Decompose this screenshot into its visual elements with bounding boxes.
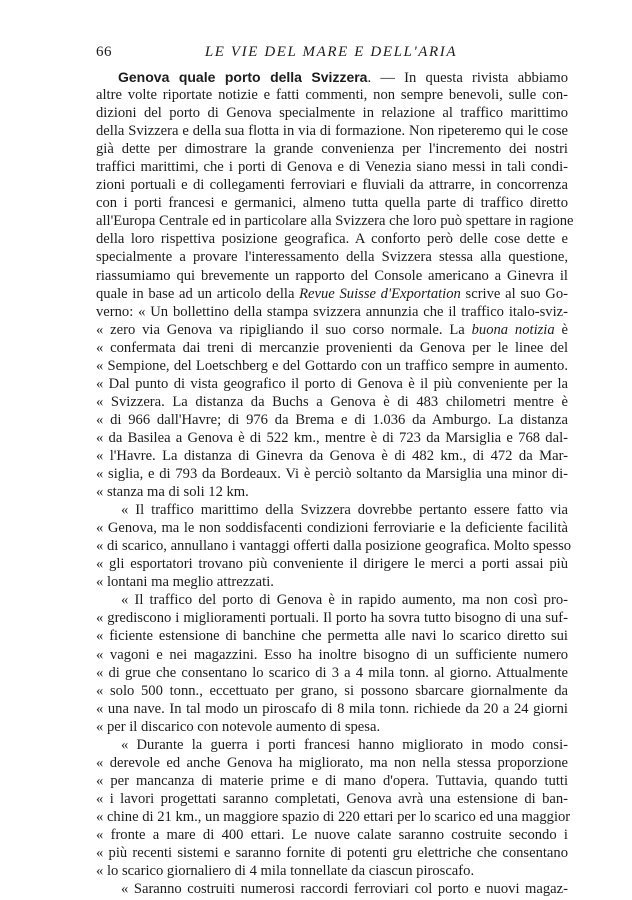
text-line (96, 808, 571, 826)
text-line (96, 718, 568, 736)
text-segment: riassumiamo qui brevemente un rapporto del Console americano a Ginevra il (96, 267, 568, 284)
text-segment: specialmente a provare l'interessamento della Svizzera stessa alla questione, (96, 249, 568, 266)
text-segment: « Svizzera. La distanza da Buchs a Genova è di 483 chilometri mentre è (96, 393, 568, 410)
text-line (96, 321, 568, 339)
text-segment: « Saranno costruiti numerosi raccordi ferroviari col porto e nuovi magaz- (121, 881, 568, 898)
text-line (96, 772, 568, 790)
text-line (96, 357, 568, 375)
text-segment: « grediscono i miglioramenti portuali. Il porto ha sovra tutto bisogno di una suf- (96, 610, 568, 627)
text-line (96, 104, 568, 122)
text-line (96, 573, 568, 591)
text-line (96, 248, 568, 266)
text-segment: « vagoni e nei magazzini. Esso ha inoltre bisogno di un sufficiente numero (96, 646, 568, 663)
text-line (96, 826, 568, 844)
text-segment: « per mancanza di materie prime e di mano d'opera. Tuttavia, quando tutti (96, 772, 568, 789)
text-segment: « solo 500 tonn., eccettuato per grano, si possono sbarcare giornalmente da (96, 682, 568, 699)
text-segment: della loro rispettiva posizione geografica. A conforto però delle cose dette e (96, 231, 568, 248)
text-segment: « i lavori progettati saranno completati, Genova avrà una estensione di ban- (96, 790, 568, 807)
text-line (96, 609, 568, 627)
text-line (96, 411, 568, 429)
text-segment: « più recenti sistemi e saranno fornite di potenti gru elettriche che consentano (96, 845, 568, 862)
text-line (96, 754, 568, 772)
text-line (96, 862, 568, 880)
text-line (96, 519, 568, 537)
text-line (96, 194, 568, 212)
text-line (96, 86, 568, 104)
article-title: Genova quale porto della Svizzera (118, 69, 368, 85)
text-line (96, 285, 568, 303)
text-line (96, 68, 568, 86)
text-line (96, 375, 568, 393)
text-segment: « lontani ma meglio attrezzati. (96, 574, 274, 591)
text-segment: « Dal punto di vista geografico il porto di Genova è il più conveniente per la (96, 375, 568, 392)
text-line (96, 501, 568, 519)
text-segment: è (554, 321, 568, 338)
text-segment: « l'Havre. La distanza di Ginevra da Genova è di 482 km., di 472 da Mar- (96, 447, 568, 464)
text-segment: già dette per dimostrare la grande convenienza per l'incremento dei nostri (96, 141, 568, 158)
text-line (96, 555, 568, 573)
text-segment: « lo scarico giornaliero di 4 mila tonnellate da ciascun piroscafo. (96, 863, 475, 880)
text-segment: altre volte riportate notizie e fatti commenti, non sempre benevoli, sulle con- (96, 87, 568, 104)
text-line (96, 790, 568, 808)
text-segment: all'Europa Centrale ed in particolare alla Svizzera che loro può spettare in ragione (96, 213, 574, 230)
text-line (96, 465, 568, 483)
text-segment: « per il discarico con notevole aumento di spesa. (96, 718, 381, 735)
text-segment: « siglia, e di 793 da Bordeaux. Vi è perciò soltanto da Marsiglia una minor di- (96, 466, 568, 483)
text-line (96, 537, 572, 555)
text-line (96, 140, 568, 158)
italic-text: buona notizia (471, 321, 555, 338)
text-segment: « Genova, ma le non soddisfacenti condizioni ferroviarie e la deficiente facilità (96, 520, 568, 537)
text-segment: « Il traffico del porto di Genova è in rapido aumento, ma non così pro- (121, 592, 568, 609)
text-segment: « di scarico, annullano i vantaggi offerti dalla posizione geografica. Molto spesso (96, 538, 572, 555)
text-segment: « di 966 dall'Havre; di 976 da Brema e di 1.036 da Amburgo. La distanza (96, 411, 568, 428)
text-line (96, 736, 568, 754)
text-line (96, 627, 568, 645)
text-line (96, 176, 568, 194)
italic-text: Revue Suisse d'Exportation (299, 285, 461, 302)
text-line (96, 339, 568, 357)
running-head: LE VIE DEL MARE E DELL'ARIA (204, 44, 458, 60)
text-segment: « da Basilea a Genova è di 522 km., mentre è di 723 da Marsiglia e 768 dal- (96, 429, 568, 446)
text-segment: zioni portuali e di collegamenti ferroviari e fluviali da attrarre, in concorrenza (96, 177, 568, 194)
text-segment: « chine di 21 km., un maggiore spazio di 220 ettari per lo scarico ed una maggior (96, 808, 571, 825)
text-segment: . — In questa rivista abbiamo (367, 70, 569, 86)
text-segment: « gli esportatori trovano più conveniente il dirigere le merci a porti assai più (96, 556, 568, 573)
text-segment: scrive al suo Go- (460, 285, 568, 302)
text-segment: quale in base ad un articolo della (96, 285, 300, 302)
text-segment: « zero via Genova va ripigliando il suo corso normale. La (96, 321, 472, 338)
text-segment: « fronte a mare di 400 ettari. Le nuove calate saranno costruite secondo i (96, 826, 568, 843)
text-segment: dizioni del porto di Genova specialmente in relazione al traffico marittimo (96, 105, 568, 122)
text-line (96, 303, 568, 321)
text-line (96, 700, 568, 718)
text-segment: verno: « Un bollettino della stampa svizzera annunzia che il traffico italo-sviz- (96, 303, 568, 320)
page-number: 66 (96, 44, 112, 60)
text-segment: con i porti francesi e germanici, almeno tutta quella parte di traffico diretto (96, 195, 568, 212)
text-line (96, 483, 568, 501)
article-body (96, 68, 574, 898)
text-segment: « confermata dai treni di mercanzie provenienti da Genova per le linee del (96, 339, 568, 356)
text-segment: « di grue che consentano lo scarico di 3 a 4 mila tonn. al giorno. Attualmente (96, 664, 568, 681)
text-line (96, 158, 568, 176)
text-segment: « stanza ma di soli 12 km. (96, 484, 249, 501)
text-line (96, 429, 568, 447)
text-line (96, 646, 568, 664)
text-segment: « Durante la guerra i porti francesi hanno migliorato in modo consi- (121, 736, 568, 753)
text-segment: « ficiente estensione di banchine che permetta alle navi lo scarico diretto sui (96, 628, 568, 645)
text-segment: traffici marittimi, che i porti di Genova e di Venezia siano messi in tali condi- (96, 159, 568, 176)
text-line (96, 267, 568, 285)
text-segment: della Svizzera e della sua flotta in via di formazione. Non ripeteremo qui le cose (96, 123, 568, 140)
text-line (96, 844, 568, 862)
text-segment: « una nave. In tal modo un piroscafo di 8 mila tonn. richiede da 20 a 24 giorni (96, 700, 568, 717)
text-line (96, 122, 568, 140)
text-segment: « Il traffico marittimo della Svizzera dovrebbe pertanto essere fatto via (121, 502, 568, 519)
text-line (96, 682, 568, 700)
text-line (96, 447, 568, 465)
text-line (96, 591, 568, 609)
text-line (96, 393, 568, 411)
text-line (96, 880, 568, 898)
text-line (96, 212, 574, 230)
text-segment: « Sempione, del Loetschberg e del Gottardo con un traffico sempre in aumento. (96, 357, 568, 374)
text-line (96, 230, 568, 248)
text-line (96, 664, 568, 682)
page-header (96, 44, 566, 64)
text-segment: « derevole ed anche Genova ha migliorato, ma non nella stessa proporzione (96, 754, 568, 771)
